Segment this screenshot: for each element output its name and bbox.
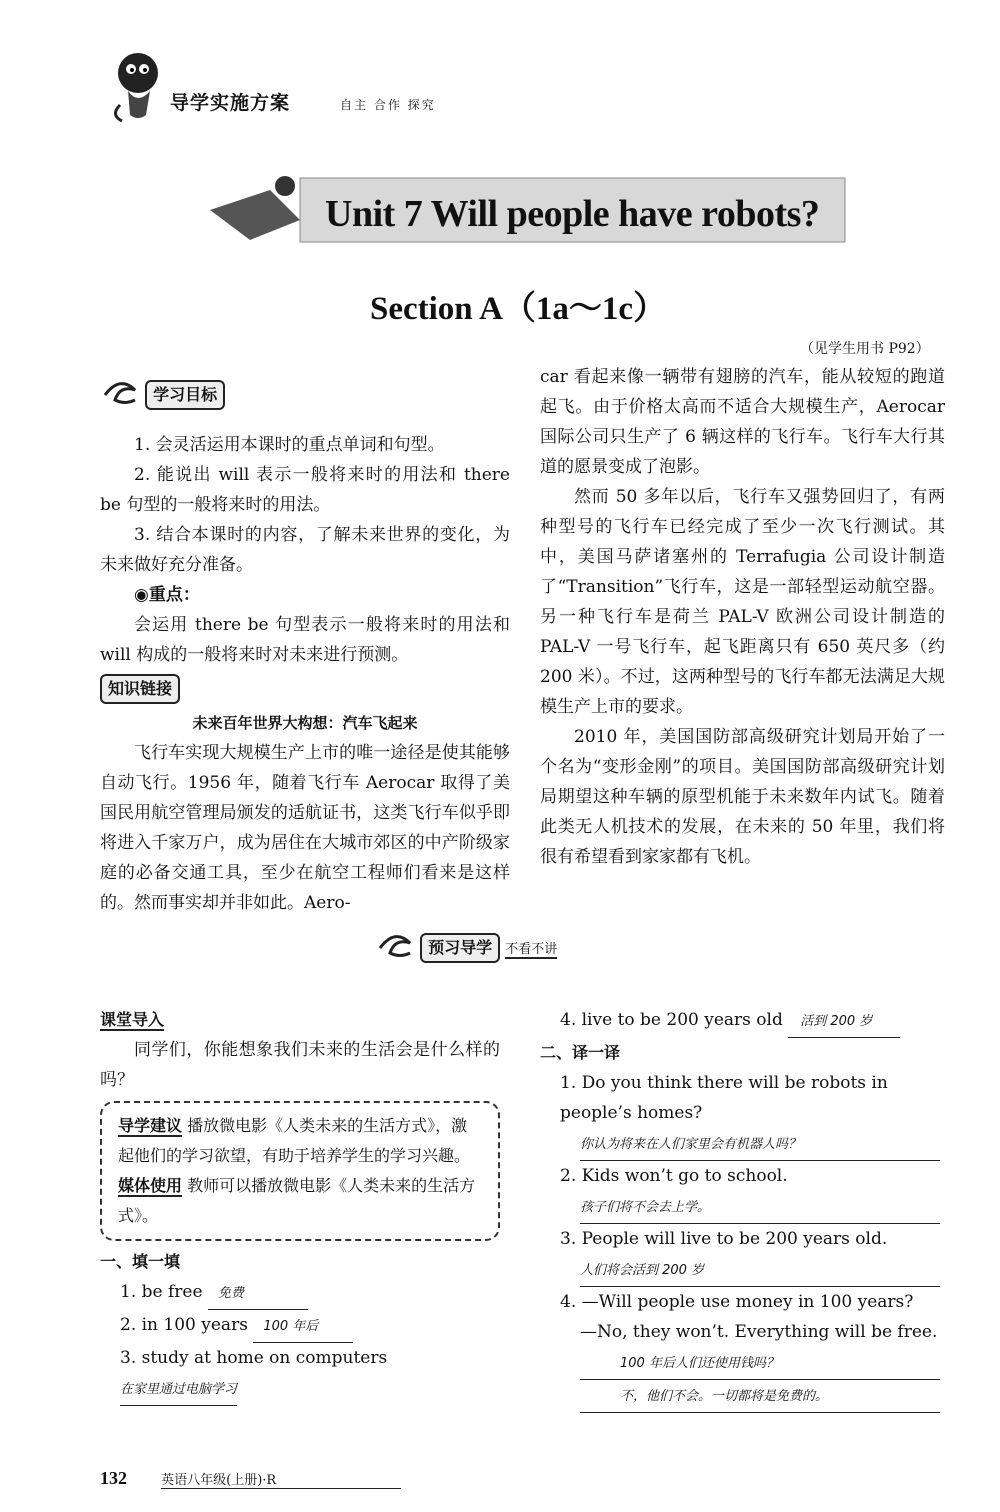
book-reference: （见学生用书 P92） bbox=[800, 341, 930, 357]
mascot-logo bbox=[100, 45, 170, 125]
knowledge-paragraph: 飞行车实现大规模生产上市的唯一途径是使其能够自动飞行。1956 年，随着飞行车 Aerocar 取得了美国民用航空管理局颁发的适航证书，这类飞行车似乎即将进入千家万户，成为居住在大城市郊区的中产阶级家庭的必备交通工具，至少在航空工程师们看来是这样的。然而事实却并非如此。Aero- bbox=[100, 743, 510, 913]
translate-item: —No, they won’t. Everything will be free. bbox=[580, 1322, 938, 1342]
translate-item: 4. —Will people use money in 100 years? bbox=[560, 1292, 914, 1312]
knowledge-link-title: 未来百年世界大构想：汽车飞起来 bbox=[192, 714, 418, 732]
class-intro-label: 课堂导入 bbox=[100, 1010, 165, 1029]
learning-goals-badge: 学习目标 bbox=[145, 380, 225, 410]
goal-item: 3. 结合本课时的内容，了解未来世界的变化，为未来做好充分准备。 bbox=[100, 525, 510, 575]
knowledge-continued bbox=[540, 362, 945, 872]
header-tags: 自主 合作 探究 bbox=[340, 98, 436, 112]
fill-in-item: 2. in 100 years 100 年后 bbox=[100, 1310, 500, 1343]
knowledge-paragraph: 2010 年，美国国防部高级研究计划局开始了一个名为“变形金刚”的项目。美国国防部高级研究计划局期望这种车辆的原型机能于未来数年内试飞。随着此类无人机技术的发展，在未来的 50 年里，我们将很有希望看到家家都有飞机。 bbox=[540, 727, 945, 867]
fill-in-item: 1. be free 免费 bbox=[100, 1277, 500, 1310]
learning-goals-badge-wrap bbox=[100, 375, 510, 415]
tip-text: 播放微电影《人类未来的生活方式》，激起他们的学习欲望，有助于培养学生的学习兴趣。 bbox=[118, 1116, 471, 1165]
footer bbox=[100, 1468, 401, 1489]
preview-sub: 不看不讲 bbox=[505, 941, 558, 957]
key-text: 会运用 there be 句型表示一般将来时的用法和 will 构成的一般将来时对未来进行预测。 bbox=[100, 615, 510, 665]
fill-in-head: 一、填一填 bbox=[100, 1252, 181, 1271]
key-label: ◉重点： bbox=[134, 585, 200, 605]
preview-section-header bbox=[375, 928, 557, 968]
answer-blank: 在家里通过电脑学习 bbox=[120, 1375, 237, 1406]
translate-head: 二、译一译 bbox=[540, 1043, 621, 1062]
knowledge-paragraph: car 看起来像一辆带有翅膀的汽车，能从较短的跑道起飞。由于价格太高而不适合大规模生产，Aerocar 国际公司只生产了 6 辆这样的飞行车。飞行车大行其道的愿景变成了泡影。 bbox=[540, 367, 945, 477]
exercises-right bbox=[540, 1005, 945, 1413]
class-intro-text: 同学们，你能想象我们未来的生活会是什么样的吗？ bbox=[100, 1040, 500, 1090]
preview-badge: 预习导学 bbox=[420, 933, 500, 963]
fill-in-item: 3. study at home on computers 在家里通过电脑学习 bbox=[100, 1343, 500, 1406]
teaching-tips-box bbox=[100, 1101, 500, 1241]
goal-item: 1. 会灵活运用本课时的重点单词和句型。 bbox=[134, 435, 445, 455]
section-title: Section A（1a～1c） bbox=[370, 291, 667, 327]
answer-blank: 孩子们将不会去上学。 bbox=[580, 1193, 940, 1224]
learning-goals bbox=[100, 430, 510, 918]
class-intro bbox=[100, 1005, 500, 1406]
answer-blank: 免费 bbox=[208, 1279, 308, 1310]
translate-item: 1. Do you think there will be robots in people’s homes? bbox=[560, 1073, 888, 1123]
answer-blank: 活到 200 岁 bbox=[788, 1007, 900, 1038]
tip-label: 媒体使用 bbox=[118, 1176, 183, 1195]
translate-item: 2. Kids won’t go to school. bbox=[560, 1166, 788, 1186]
header-title: 导学实施方案 bbox=[170, 92, 291, 114]
tip-text: 教师可以播放微电影《人类未来的生活方式》。 bbox=[118, 1176, 476, 1225]
page-number: 132 bbox=[100, 1468, 127, 1488]
answer-blank: 不，他们不会。一切都将是免费的。 bbox=[580, 1382, 940, 1413]
answer-blank: 100 年后 bbox=[253, 1312, 353, 1343]
swirl-icon bbox=[100, 375, 140, 415]
knowledge-paragraph: 然而 50 多年以后，飞行车又强势回归了，有两种型号的飞行车已经完成了至少一次飞行测试。其中，美国马萨诸塞州的 Terrafugia 公司设计制造了“Transition”飞行车，这是一部轻型运动航空器。另一种飞行车是荷兰 PAL-V 欧洲公司设计制造的 PAL-V 一号飞行车，起飞距离只有 650 英尺多（约 200 米）。不过，这两种型号的飞行车都无法满足大规模生产上市的要求。 bbox=[540, 487, 945, 717]
book-title: 英语八年级(上册)·R bbox=[161, 1469, 401, 1489]
answer-blank: 人们将会活到 200 岁 bbox=[580, 1256, 940, 1287]
goal-item: 2. 能说出 will 表示一般将来时的用法和 there be 句型的一般将来时的用法。 bbox=[100, 465, 510, 515]
answer-blank: 100 年后人们还使用钱吗？ bbox=[580, 1349, 940, 1380]
translate-item: 3. People will live to be 200 years old. bbox=[560, 1229, 888, 1249]
fill-in-item: 4. live to be 200 years old 活到 200 岁 bbox=[540, 1005, 945, 1038]
unit-title: Unit 7 Will people have robots? bbox=[325, 193, 820, 235]
knowledge-link-badge: 知识链接 bbox=[100, 674, 180, 704]
answer-blank: 你认为将来在人们家里会有机器人吗？ bbox=[580, 1130, 940, 1161]
swirl-icon bbox=[375, 928, 415, 968]
tip-label: 导学建议 bbox=[118, 1116, 183, 1135]
